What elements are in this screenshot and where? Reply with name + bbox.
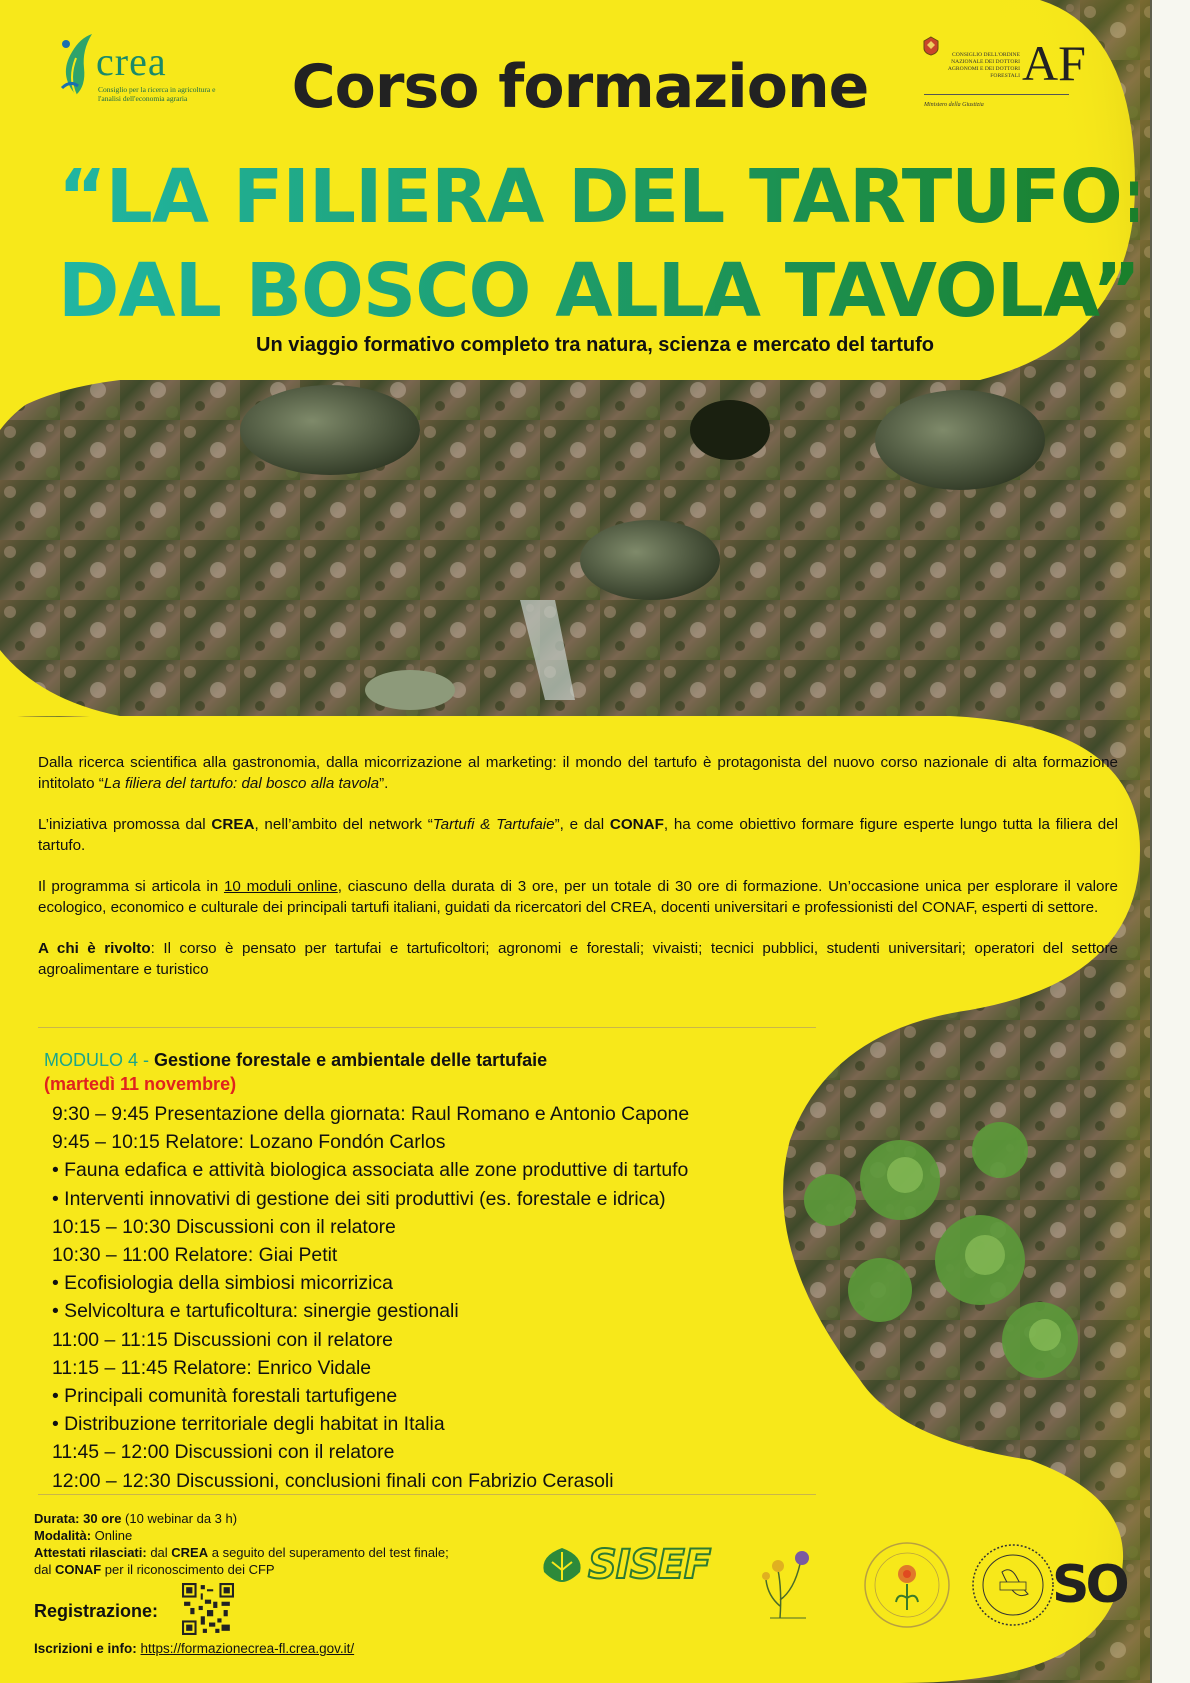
agenda-item: • Ecofisiologia della simbiosi micorrizica bbox=[52, 1272, 393, 1295]
qr-code-icon[interactable] bbox=[182, 1583, 234, 1635]
agenda-item: 12:00 – 12:30 Discussioni, conclusioni finali con Fabrizio Cerasoli bbox=[52, 1469, 614, 1492]
agenda-item: • Interventi innovativi di gestione dei siti produttivi (es. forestale e idrica) bbox=[52, 1187, 666, 1210]
sisef-leaf-icon bbox=[540, 1546, 584, 1584]
intro-text bbox=[38, 752, 1118, 1000]
intro-p3-text-b: , ciascuno della durata di 3 ore, per un totale di 30 ore di formazione. Un’occasione unica per esplorare il valore ecologico, economico e culturale dei principali tartufi italiani, guidati da ricercatori del CREA, docenti universitari e professionisti del CONAF, esperti di settore. bbox=[38, 878, 1119, 916]
page-title: Corso formazione bbox=[291, 52, 869, 122]
agenda-item: 10:15 – 10:30 Discussioni con il relatore bbox=[52, 1215, 396, 1238]
intro-p1-course-name: La filiera del tartufo: dal bosco alla tavola bbox=[103, 775, 380, 792]
intro-p2-text-d: , ha come obiettivo formare figure esperte lungo tutta la filiera del tartufo. bbox=[38, 816, 1118, 854]
genetics-society-logo-icon bbox=[862, 1540, 952, 1630]
sisef-wordmark: SISEF bbox=[588, 1542, 711, 1588]
certificates-line-2 bbox=[34, 1561, 449, 1578]
certificates-text-b: a seguito del superamento del test finale; bbox=[208, 1545, 449, 1560]
module-heading bbox=[44, 1050, 547, 1071]
mode-value: Online bbox=[91, 1528, 133, 1543]
intro-p2-text-b: , nell’ambito del network “ bbox=[254, 816, 433, 833]
mode-line bbox=[34, 1527, 449, 1544]
registration-label: Registrazione: bbox=[34, 1601, 159, 1621]
agenda-item: 11:15 – 11:45 Relatore: Enrico Vidale bbox=[52, 1356, 372, 1379]
intro-p4-text: : Il corso è pensato per tartufai e tartuficoltori; agronomi e forestali; vivaisti; tecnici pubblici, studenti universitari; operatori del settore agroalimentare e turistico bbox=[38, 940, 1118, 978]
duration-label: Durata: bbox=[34, 1511, 80, 1526]
agenda-item: • Selvicoltura e tartuficoltura: sinergie gestionali bbox=[52, 1300, 459, 1323]
agenda-item: 9:45 – 10:15 Relatore: Lozano Fondón Carlos bbox=[52, 1131, 446, 1154]
agenda-item: 9:30 – 9:45 Presentazione della giornata: Raul Romano e Antonio Capone bbox=[52, 1103, 690, 1125]
agenda-item: • Fauna edafica e attività biologica associata alle zone produttive di tartufo bbox=[52, 1159, 689, 1182]
duration-value: 30 ore bbox=[79, 1511, 122, 1526]
conaf-mark: AF bbox=[1022, 35, 1086, 91]
intro-p2-conaf: CONAF bbox=[609, 816, 664, 833]
agenda-list bbox=[52, 1100, 689, 1495]
certificates-conaf: CONAF bbox=[54, 1562, 102, 1577]
enrollment-link[interactable]: https://formazionecrea-fl.crea.gov.it/ bbox=[140, 1641, 355, 1656]
course-details bbox=[34, 1510, 449, 1578]
mode-label: Modalità: bbox=[34, 1528, 92, 1543]
duration-line bbox=[34, 1510, 449, 1527]
enrollment-info bbox=[34, 1641, 354, 1656]
intro-p2-network: Tartufi & Tartufaie bbox=[432, 816, 555, 833]
certificates-crea: CREA bbox=[171, 1545, 209, 1560]
enrollment-label: Iscrizioni e info: bbox=[34, 1641, 137, 1656]
intro-p3-text: Il programma si articola in bbox=[38, 878, 224, 895]
headline-line-1: “LA FILIERA DEL TARTUFO: bbox=[58, 150, 1138, 244]
intro-p1-end: ”. bbox=[379, 775, 389, 792]
botanical-logo-icon bbox=[760, 1540, 830, 1620]
agenda-item: 11:45 – 12:00 Discussioni con il relatore bbox=[52, 1441, 395, 1464]
module-date: (martedì 11 novembre) bbox=[44, 1074, 237, 1094]
intro-p4-label: A chi è rivolto bbox=[38, 940, 151, 957]
crea-wordmark: crea bbox=[96, 39, 167, 84]
intro-p2-text: L’iniziativa promossa dal bbox=[38, 816, 212, 833]
certificates-line bbox=[34, 1544, 449, 1561]
intro-p2-crea: CREA bbox=[211, 816, 255, 833]
duration-detail: (10 webinar da 3 h) bbox=[121, 1511, 238, 1526]
divider-bottom bbox=[38, 1494, 816, 1495]
intro-p2-text-c: ”, e dal bbox=[554, 816, 610, 833]
intro-paragraph-2 bbox=[38, 814, 1118, 856]
intro-p3-modules: 10 moduli online bbox=[223, 878, 338, 895]
agenda-item: 11:00 – 11:15 Discussioni con il relatore bbox=[52, 1328, 393, 1351]
agenda-item: • Distribuzione territoriale degli habitat in Italia bbox=[52, 1413, 445, 1436]
headline-line-2: DAL BOSCO ALLA TAVOLA” bbox=[58, 244, 1138, 338]
agenda-item: 10:30 – 11:00 Relatore: Giai Petit bbox=[52, 1244, 338, 1267]
crea-subtitle: Consiglio per la ricerca in agricoltura e l'analisi dell'economia agraria bbox=[98, 85, 216, 103]
conaf-ministry: Ministero della Giustizia bbox=[924, 102, 984, 108]
module-label: MODULO 4 - bbox=[44, 1050, 155, 1070]
certificates-text-a: dal bbox=[146, 1545, 172, 1560]
intro-paragraph-3 bbox=[38, 876, 1118, 918]
course-headline bbox=[58, 150, 1151, 338]
certificates-label: Attestati rilasciati: bbox=[34, 1545, 147, 1560]
certificates-text-d: per il riconoscimento dei CFP bbox=[101, 1562, 275, 1577]
conaf-text: CONSIGLIO DELL'ORDINE NAZIONALE DEI DOTTORI AGRONOMI E DEI DOTTORI FORESTALI bbox=[947, 52, 1020, 79]
partner-logo-so: SO bbox=[1052, 1555, 1126, 1615]
sisef-logo bbox=[540, 1542, 750, 1588]
intro-paragraph-1 bbox=[38, 752, 1118, 794]
certificates-text-c: dal bbox=[34, 1562, 55, 1577]
divider-top bbox=[38, 1027, 816, 1028]
intro-p1-text: Dalla ricerca scientifica alla gastronomia, dalla micorrizazione al marketing: il mondo del tartufo è protagonista del nuovo corso nazionale di alta formazione intitolato “ bbox=[38, 754, 1118, 792]
agenda-item: • Principali comunità forestali tartufigene bbox=[52, 1385, 398, 1408]
module-title: Gestione forestale e ambientale delle tartufaie bbox=[154, 1050, 548, 1070]
course-subtitle: Un viaggio formativo completo tra natura, scienza e mercato del tartufo bbox=[256, 334, 934, 356]
intro-paragraph-4 bbox=[38, 938, 1118, 980]
italus-hortus-logo-icon bbox=[970, 1542, 1056, 1628]
